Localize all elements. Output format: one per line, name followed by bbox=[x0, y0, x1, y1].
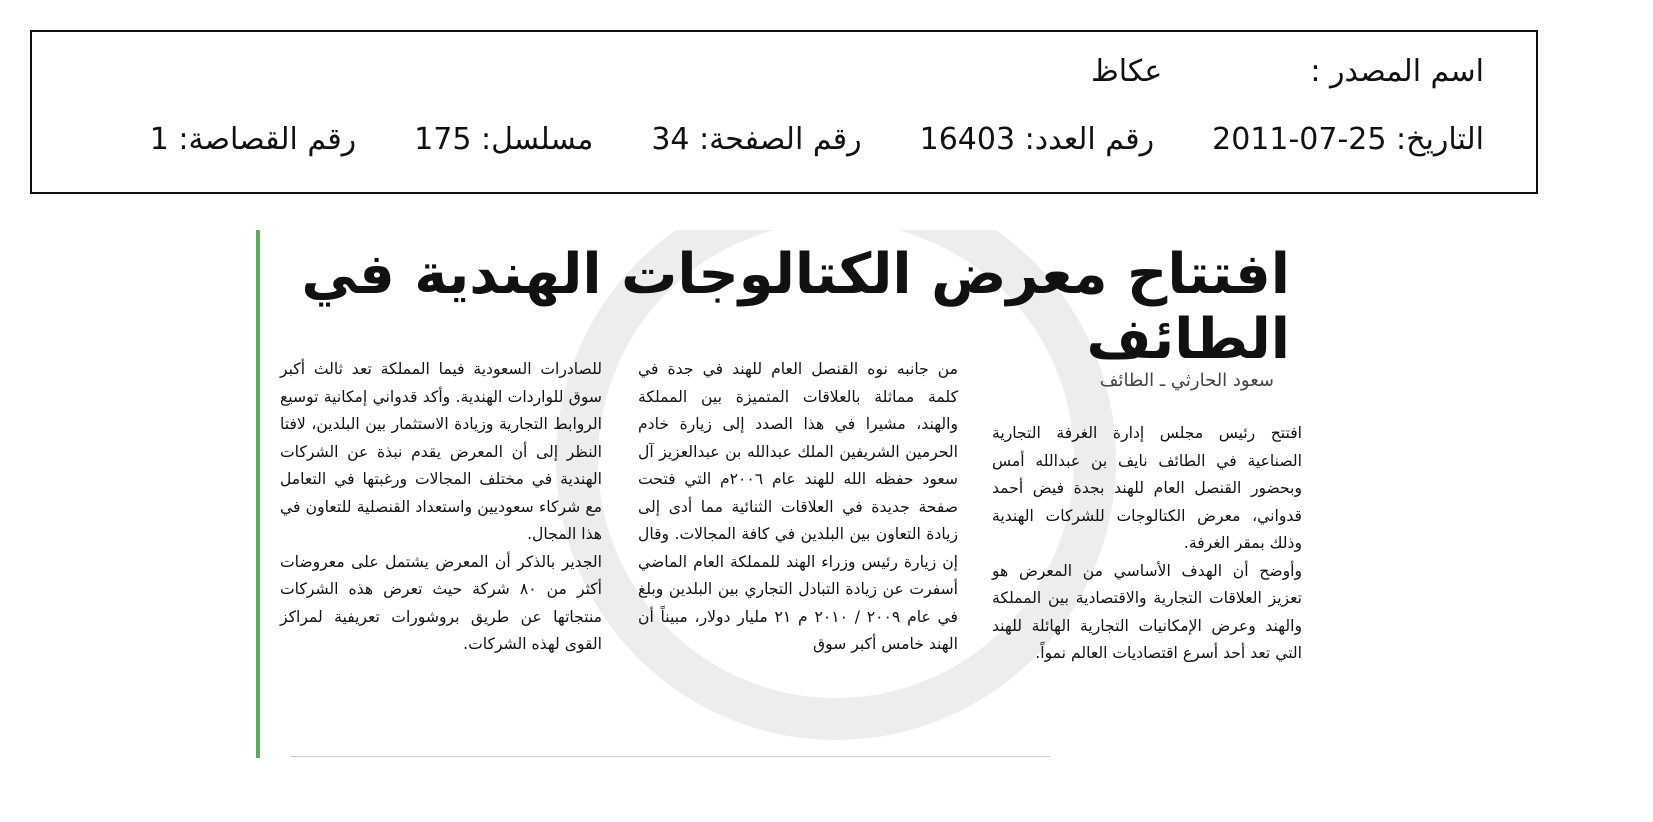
serial-label: مسلسل: bbox=[480, 122, 594, 157]
article-paragraph: الجدير بالذكر أن المعرض يشتمل على معروضات أكثر من ٨٠ شركة حيث تعرض هذه الشركات منتجاتها عن طريق بروشورات تعريفية لمراكز القوى لهذه الشركات. bbox=[280, 552, 603, 653]
page-label: رقم الصفحة: bbox=[699, 122, 862, 157]
details-row bbox=[150, 122, 1484, 157]
newspaper-clipping bbox=[256, 230, 1314, 758]
bottom-rule bbox=[290, 756, 1050, 757]
source-value: عكاظ bbox=[1090, 54, 1163, 89]
article-column-2 bbox=[638, 356, 958, 659]
green-margin-bar bbox=[256, 230, 260, 758]
clip-value: 1 bbox=[149, 122, 169, 157]
page-value: 34 bbox=[651, 122, 690, 157]
article-byline: سعود الحارثي ـ الطائف bbox=[1099, 370, 1274, 391]
article-column-1 bbox=[992, 420, 1302, 668]
clipping-metadata-box bbox=[30, 30, 1538, 194]
date-label: التاريخ: bbox=[1396, 122, 1484, 157]
issue-label: رقم العدد: bbox=[1024, 122, 1155, 157]
issue-value: 16403 bbox=[919, 122, 1016, 157]
article-paragraph: وأوضح أن الهدف الأساسي من المعرض هو تعزيز العلاقات التجارية والاقتصادية بين المملكة والهند وعرض الإمكانيات التجارية الهائلة للهند التي تعد أحد أسرع اقتصاديات العالم نمواً. bbox=[992, 561, 1302, 662]
date-value: 2011-07-25 bbox=[1212, 122, 1387, 157]
article-paragraph: من جانبه نوه القنصل العام للهند في جدة في كلمة مماثلة بالعلاقات المتميزة بين المملكة والهند، مشيرا في هذا الصدد إلى زيارة خادم الحرمين الشريفين الملك عبدالله بن عبدالعزيز آل سعود حفظه الله للهند عام ٢٠٠٦م التي فتحت صفحة جديدة في العلاقات الثنائية مما أدى إلى زيادة التعاون بين البلدين في كافة المجالات. وقال إن زيارة رئيس وزراء الهند للمملكة العام الماضي أسفرت عن زيادة التبادل التجاري بين البلدين وبلغ في عام ٢٠٠٩ / ٢٠١٠ م ٢١ مليار دولار، مبيناً أن الهند خامس أكبر سوق bbox=[638, 360, 959, 653]
clip-label: رقم القصاصة: bbox=[178, 122, 357, 157]
article-headline: افتتاح معرض الكتالوجات الهندية في الطائف bbox=[301, 242, 1290, 372]
source-label: اسم المصدر : bbox=[1310, 54, 1484, 89]
article-column-3 bbox=[280, 356, 602, 659]
article-paragraph: للصادرات السعودية فيما المملكة تعد ثالث أكبر سوق للواردات الهندية. وأكد قدواني إمكانية توسيع الروابط التجارية وزيادة الاستثمار بين البلدين، لافتا النظر إلى أن المعرض يقدم نبذة عن الشركات الهندية في مختلف المجالات ورغبتها في التعامل مع شركاء سعوديين واستعداد القنصلية للتعاون في هذا المجال. bbox=[280, 360, 602, 543]
source-row bbox=[1091, 54, 1484, 89]
article-paragraph: افتتح رئيس مجلس إدارة الغرفة التجارية الصناعية في الطائف نايف بن عبدالله أمس وبحضور القنصل العام للهند بجدة فيض أحمد قدواني، معرض الكتالوجات للشركات الهندية وذلك بمقر الغرفة. bbox=[992, 424, 1302, 552]
serial-value: 175 bbox=[414, 122, 472, 157]
